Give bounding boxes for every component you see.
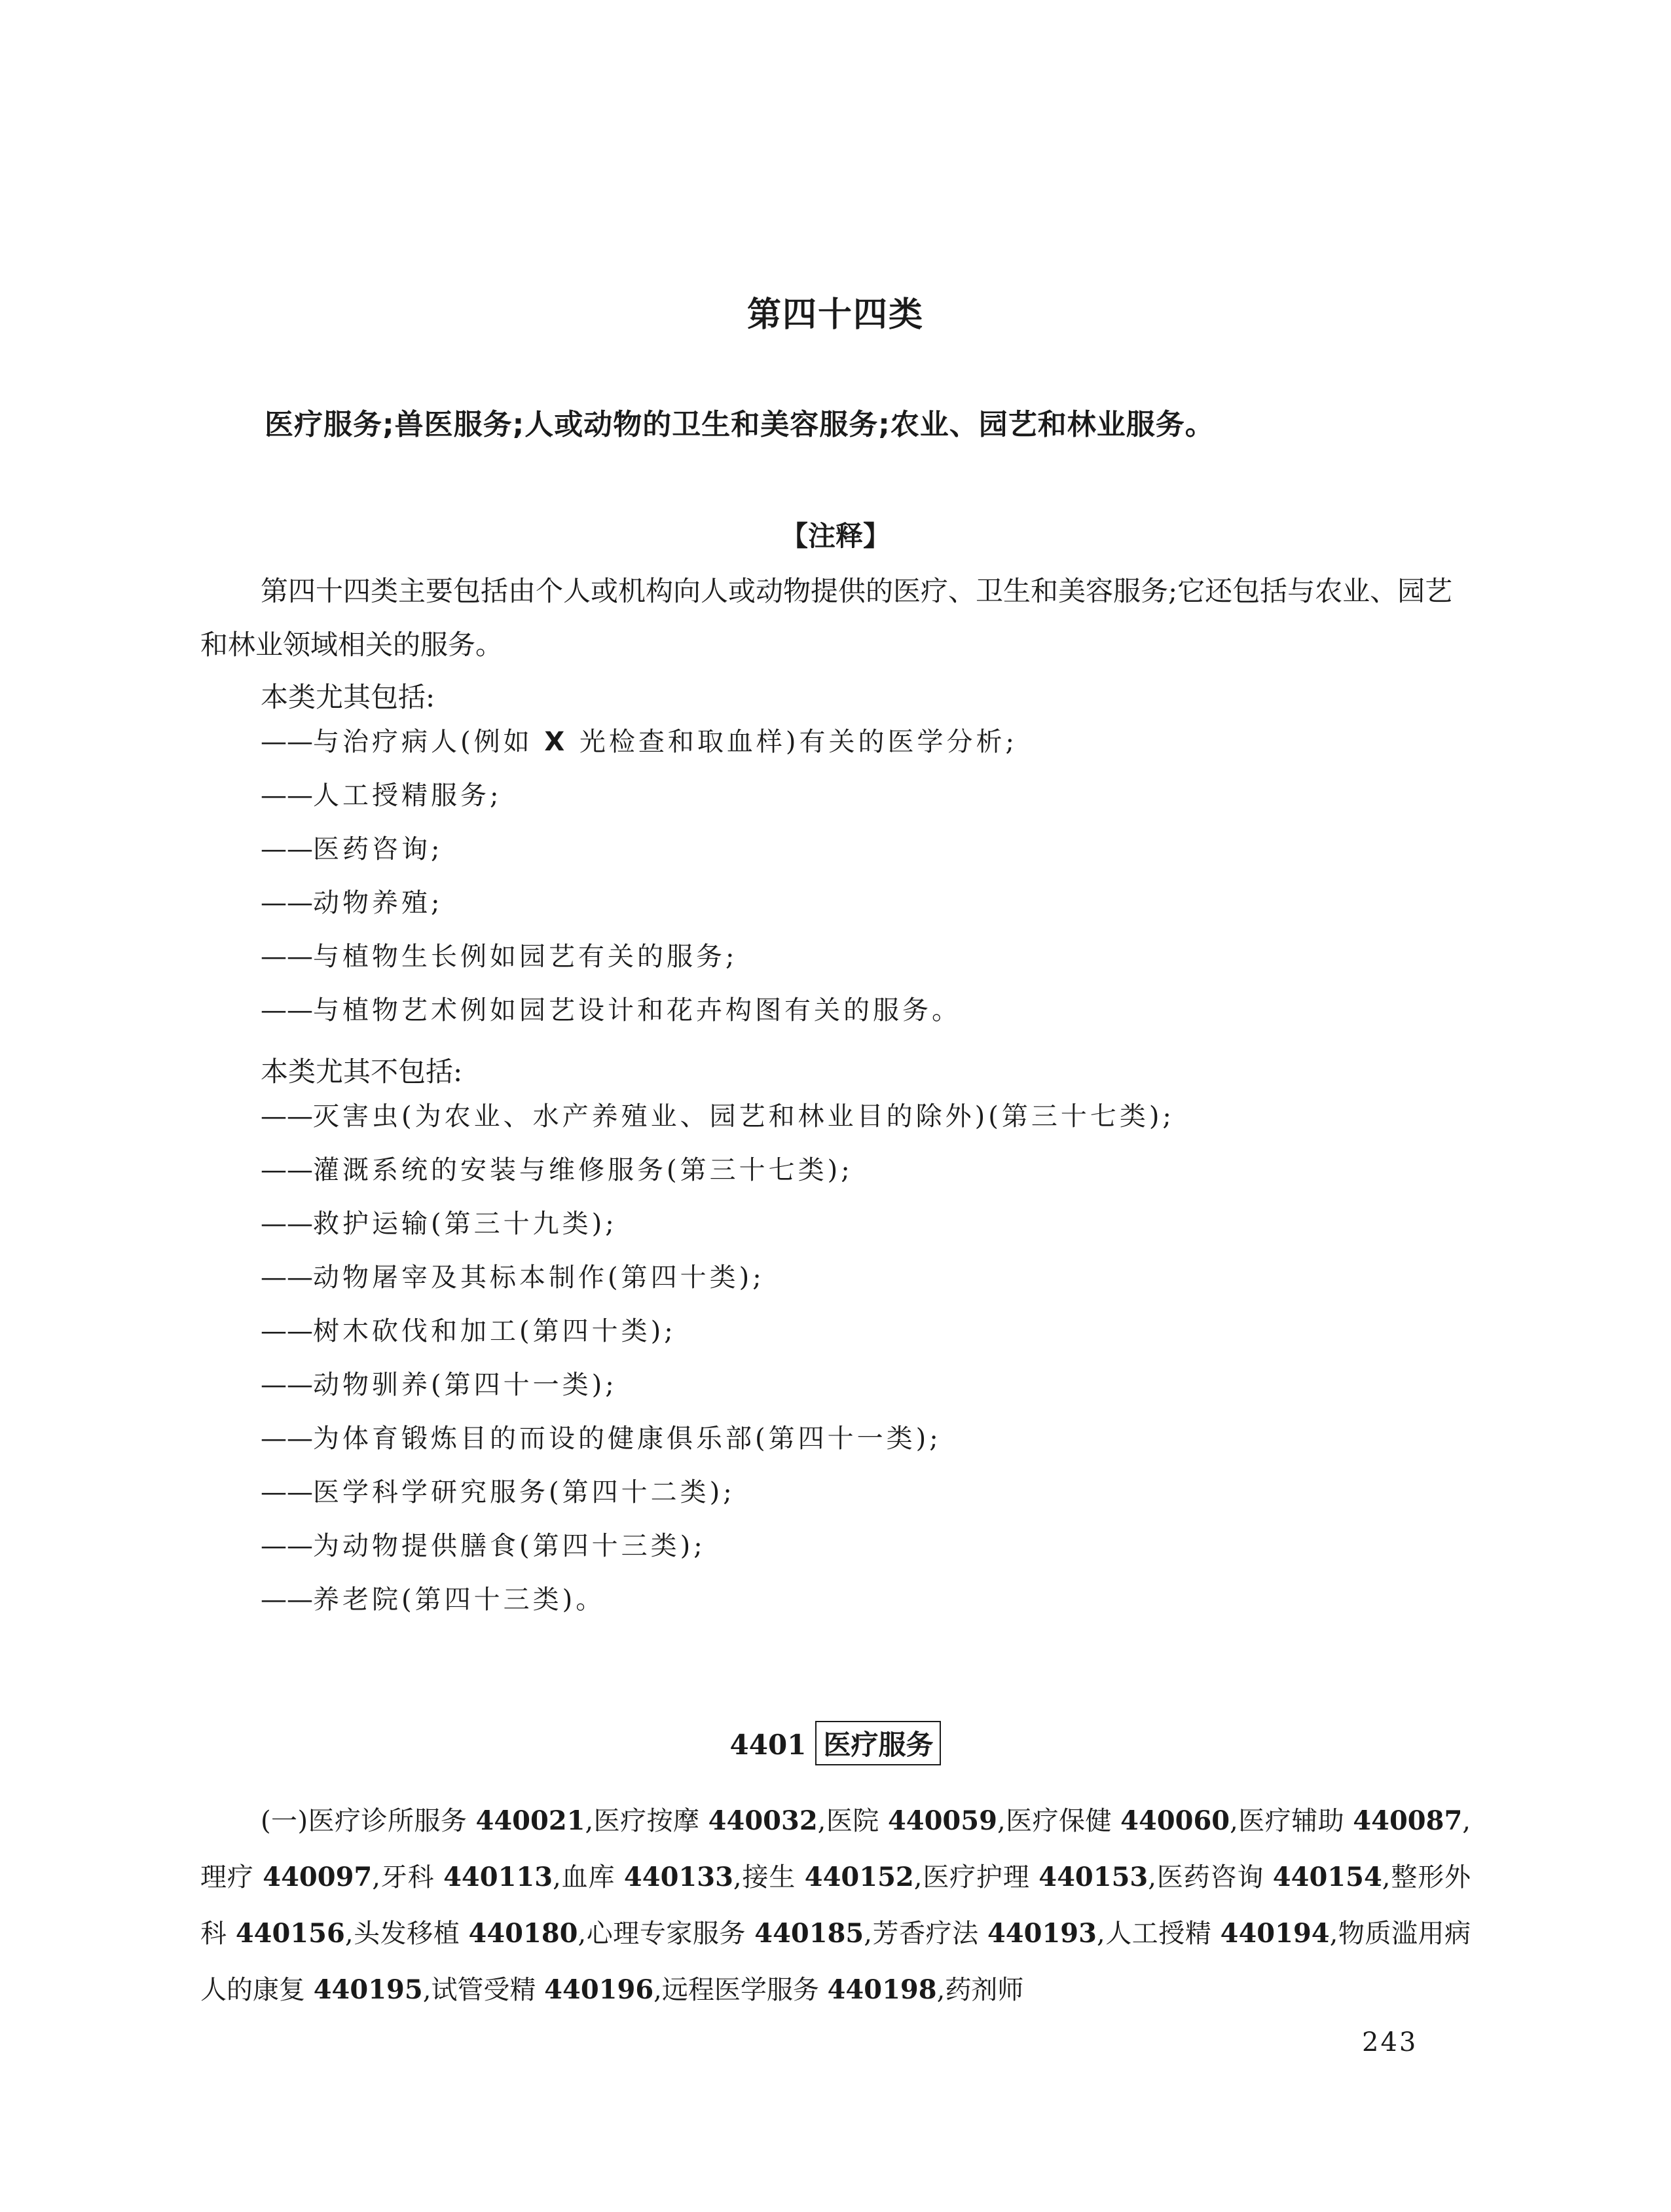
includes-item [261,769,1018,822]
dash-mark: —— [261,1424,313,1454]
goods-item-name: 医院 [826,1806,879,1836]
goods-item-code: 440153 [1038,1862,1148,1892]
group-item-block: (一)医疗诊所服务 440021,医疗按摩 440032,医院 440059,医疗保健 440060,医疗辅助 440087,理疗 440097,牙科 440113,血库 440133,接生 440152,医疗护理 440153,医药咨询 440154,整形外科 440156,头发移植 440180,心理专家服务 440185,芳香疗法 440193,人工授精 440194,物质滥用病人的康复 440195,试管受精 440196,远程医学服务 440198,药剂师 [200,1805,1471,2005]
goods-item-code: 440196 [544,1974,654,2005]
goods-item-name: 医疗保健 [1005,1806,1112,1836]
goods-item-code: 440198 [827,1974,937,2005]
excludes-item-text: 养老院(第四十三类)。 [313,1585,606,1615]
excludes-item [261,1358,1175,1412]
includes-item [261,822,1018,876]
excludes-item-text: 动物驯养(第四十一类); [313,1370,617,1400]
includes-item-text: 与植物生长例如园艺有关的服务; [313,942,738,972]
goods-item-name: 人工授精 [1105,1919,1212,1949]
excludes-list [261,1090,1175,1627]
excludes-label: 本类尤其不包括: [261,1056,463,1088]
dash-mark: —— [261,1155,313,1185]
goods-item-code: 440059 [887,1805,997,1836]
includes-item-text: 与植物艺术例如园艺设计和花卉构图有关的服务。 [313,995,961,1025]
goods-item-name: 远程医学服务 [661,1975,819,2005]
excludes-item [261,1143,1175,1197]
class-title: 第四十四类 [746,295,924,335]
dash-mark: —— [261,995,313,1025]
excludes-item [261,1197,1175,1251]
section-label: (一) [261,1806,308,1836]
dash-mark: —— [261,1209,313,1239]
excludes-item-text: 灌溉系统的安装与维修服务(第三十七类); [313,1155,853,1185]
excludes-item [261,1465,1175,1519]
dash-mark: —— [261,1585,313,1615]
dash-mark: —— [261,1477,313,1507]
dash-mark: —— [261,781,313,811]
dash-mark: —— [261,1370,313,1400]
goods-item-name: 头发移植 [353,1919,460,1949]
goods-item-code: 440156 [235,1918,345,1949]
dash-mark: —— [261,727,313,757]
goods-item-code: 440195 [313,1974,423,2005]
includes-item [261,876,1018,930]
includes-item-text-after: 光检查和取血样)有关的医学分析; [568,727,1018,757]
goods-item-code: 440180 [468,1918,578,1949]
excludes-item [261,1519,1175,1573]
class-heading: 医疗服务;兽医服务;人或动物的卫生和美容服务;农业、园艺和林业服务。 [265,408,1215,441]
goods-item-name: 心理专家服务 [586,1919,746,1949]
excludes-item-text: 医学科学研究服务(第四十二类); [313,1477,735,1507]
includes-item-text: 人工授精服务; [313,781,502,811]
note-intro: 第四十四类主要包括由个人或机构向人或动物提供的医疗、卫生和美容服务;它还包括与农业、园艺和林业领域相关的服务。 [200,575,1453,661]
excludes-item-text: 救护运输(第三十九类); [313,1209,617,1239]
includes-item [261,715,1018,769]
excludes-item [261,1412,1175,1465]
excludes-item [261,1090,1175,1143]
includes-list [261,715,1018,1037]
goods-item-name: 整形外科 [200,1862,1471,1949]
goods-item-name: 医疗护理 [922,1862,1030,1892]
group-code: 4401 [729,1729,807,1761]
goods-item-code: 440152 [804,1862,914,1892]
group-name: 医疗服务 [815,1721,941,1765]
includes-item-text: 动物养殖; [313,888,443,918]
goods-item-name: 芳香疗法 [872,1919,979,1949]
goods-item-code: 440193 [987,1918,1097,1949]
excludes-item-text: 动物屠宰及其标本制作(第四十类); [313,1263,765,1293]
goods-item-name: 医疗辅助 [1238,1806,1345,1836]
goods-item-name: 药剂师 [945,1975,1024,2005]
includes-item-text: 与治疗病人(例如 [313,727,545,757]
goods-item-name: 理疗 [200,1862,254,1892]
dash-mark: —— [261,834,313,864]
goods-item-code: 440194 [1220,1918,1330,1949]
group-heading [0,1721,1671,1765]
includes-item-text: 医药咨询; [313,834,443,864]
page-number: 243 [1362,2027,1418,2057]
goods-item-code: 440087 [1353,1805,1463,1836]
goods-item-code: 440133 [623,1862,733,1892]
goods-item-name: 医疗诊所服务 [308,1806,468,1836]
includes-item [261,930,1018,984]
goods-item-code: 440113 [443,1862,553,1892]
dash-mark: —— [261,1101,313,1132]
excludes-item [261,1304,1175,1358]
goods-item-name: 医疗按摩 [593,1806,700,1836]
dash-mark: —— [261,888,313,918]
goods-item-name: 接生 [741,1862,796,1892]
goods-item-code: 440185 [754,1918,864,1949]
includes-label: 本类尤其包括: [261,681,435,713]
includes-item [261,984,1018,1037]
goods-item-name: 试管受精 [431,1975,536,2005]
dash-mark: —— [261,1263,313,1293]
excludes-item-text: 灭害虫(为农业、水产养殖业、园艺和林业目的除外)(第三十七类); [313,1101,1175,1132]
excludes-item [261,1573,1175,1627]
goods-item-code: 440021 [475,1805,585,1836]
goods-item-name: 医药咨询 [1156,1862,1264,1892]
includes-item-bold: X [544,727,568,757]
excludes-item-text: 树木砍伐和加工(第四十类); [313,1316,676,1346]
dash-mark: —— [261,1531,313,1561]
dash-mark: —— [261,1316,313,1346]
goods-item-code: 440097 [263,1862,373,1892]
goods-item-code: 440032 [708,1805,818,1836]
goods-item-name: 血库 [560,1862,615,1892]
excludes-item [261,1251,1175,1304]
excludes-item-text: 为体育锻炼目的而设的健康俱乐部(第四十一类); [313,1424,942,1454]
note-title: 【注释】 [780,520,891,552]
goods-item-name: 牙科 [380,1862,435,1892]
goods-item-code: 440060 [1120,1805,1230,1836]
goods-item-name: 物质滥用病人的康复 [200,1919,1471,2005]
excludes-item-text: 为动物提供膳食(第四十三类); [313,1531,706,1561]
dash-mark: —— [261,942,313,972]
goods-item-code: 440154 [1272,1862,1382,1892]
